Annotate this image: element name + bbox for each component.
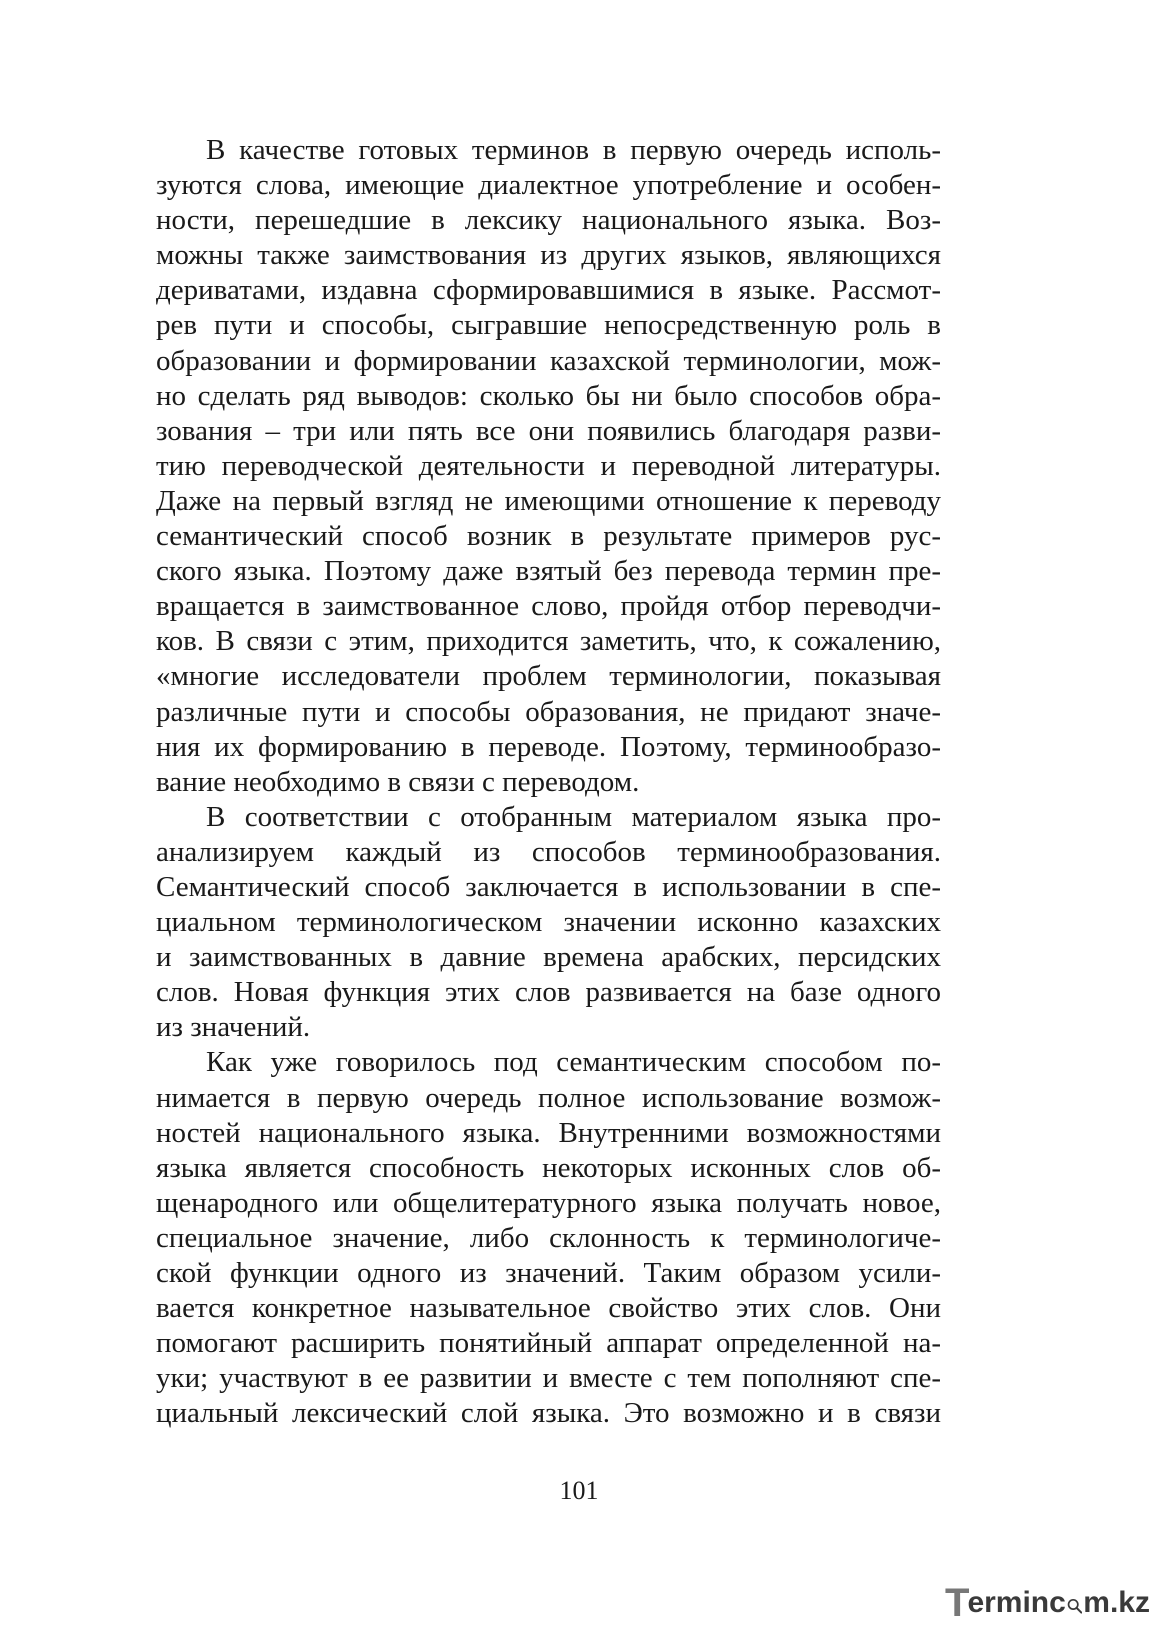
text-line: вращается в заимствованное слово, пройдя отбор переводчи- [156, 590, 941, 623]
text-line: образовании и формировании казахской терминологии, мож- [156, 344, 941, 377]
text-line: но сделать ряд выводов: сколько бы ни было способов обра- [156, 379, 941, 412]
text-line: зования – три или пять все они появились благодаря разви- [156, 414, 941, 447]
text-line: анализируем каждый из способов терминообразования. [156, 835, 941, 868]
text-line: циальном терминологическом значении исконно казахских [156, 906, 941, 939]
text-line: слов. Новая функция этих слов развивается на базе одного [156, 976, 941, 1009]
text-line: «многие исследователи проблем терминологии, показывая [156, 660, 941, 693]
text-line: нимается в первую очередь полное использование возмож- [156, 1081, 941, 1114]
text-line: ности, перешедшие в лексику национального языка. Воз- [156, 204, 941, 237]
watermark-letter-t: T [945, 1580, 968, 1625]
site-watermark-logo[interactable] [945, 1580, 1150, 1626]
paragraph [156, 133, 941, 800]
text-line: можны также заимствования из других языков, являющихся [156, 239, 941, 272]
text-line: из значений. [156, 1011, 311, 1044]
text-line: различные пути и способы образования, не придают значе- [156, 695, 941, 728]
text-line: и заимствованных в давние времена арабских, персидских [156, 941, 941, 974]
paragraph [156, 800, 941, 1046]
text-line: специальное значение, либо склонность к терминологиче- [156, 1221, 941, 1254]
text-line: ния их формированию в переводе. Поэтому, терминообразо- [156, 730, 941, 763]
text-line: Даже на первый взгляд не имеющими отношение к переводу [156, 484, 941, 517]
text-line: Семантический способ заключается в использовании в спе- [156, 870, 941, 903]
text-line: помогают расширить понятийный аппарат определенной на- [156, 1327, 941, 1360]
text-line: вание необходимо в связи с переводом. [156, 765, 640, 798]
paragraph [156, 1045, 941, 1431]
text-line: языка является способность некоторых исконных слов об- [156, 1151, 941, 1184]
text-line: дериватами, издавна сформировавшимися в языке. Рассмот- [156, 274, 941, 307]
watermark-text-part1: erminc [967, 1586, 1066, 1619]
text-line: рев пути и способы, сыгравшие непосредственную роль в [156, 309, 941, 342]
text-line: ской функции одного из значений. Таким образом усили- [156, 1257, 941, 1289]
text-line: циальный лексический слой языка. Это возможно и в связи [156, 1397, 941, 1430]
watermark-text-part2: m.kz [1083, 1586, 1150, 1619]
text-line: тию переводческой деятельности и переводной литературы. [156, 449, 941, 482]
text-line: вается конкретное назывательное свойство этих слов. Они [156, 1292, 941, 1325]
text-line: семантический способ возник в результате примеров рус- [156, 520, 941, 553]
text-line: Как уже говорилось под семантическим способом по- [206, 1046, 941, 1079]
text-line: В соответствии с отобранным материалом языка про- [206, 800, 941, 833]
text-line: ностей национального языка. Внутренними возможностями [156, 1116, 941, 1149]
body-text [156, 133, 941, 1431]
text-line: щенародного или общелитературного языка получать новое, [156, 1186, 941, 1219]
page-number: 101 [559, 1476, 599, 1505]
text-line: В качестве готовых терминов в первую очередь исполь- [206, 134, 941, 166]
text-line: зуются слова, имеющие диалектное употребление и особен- [156, 169, 941, 202]
text-line: ского языка. Поэтому даже взятый без перевода термин пре- [156, 555, 941, 588]
magnifier-icon [1067, 1597, 1082, 1615]
text-line: уки; участвуют в ее развитии и вместе с тем пополняют спе- [156, 1362, 941, 1395]
text-line: ков. В связи с этим, приходится заметить, что, к сожалению, [156, 625, 941, 658]
